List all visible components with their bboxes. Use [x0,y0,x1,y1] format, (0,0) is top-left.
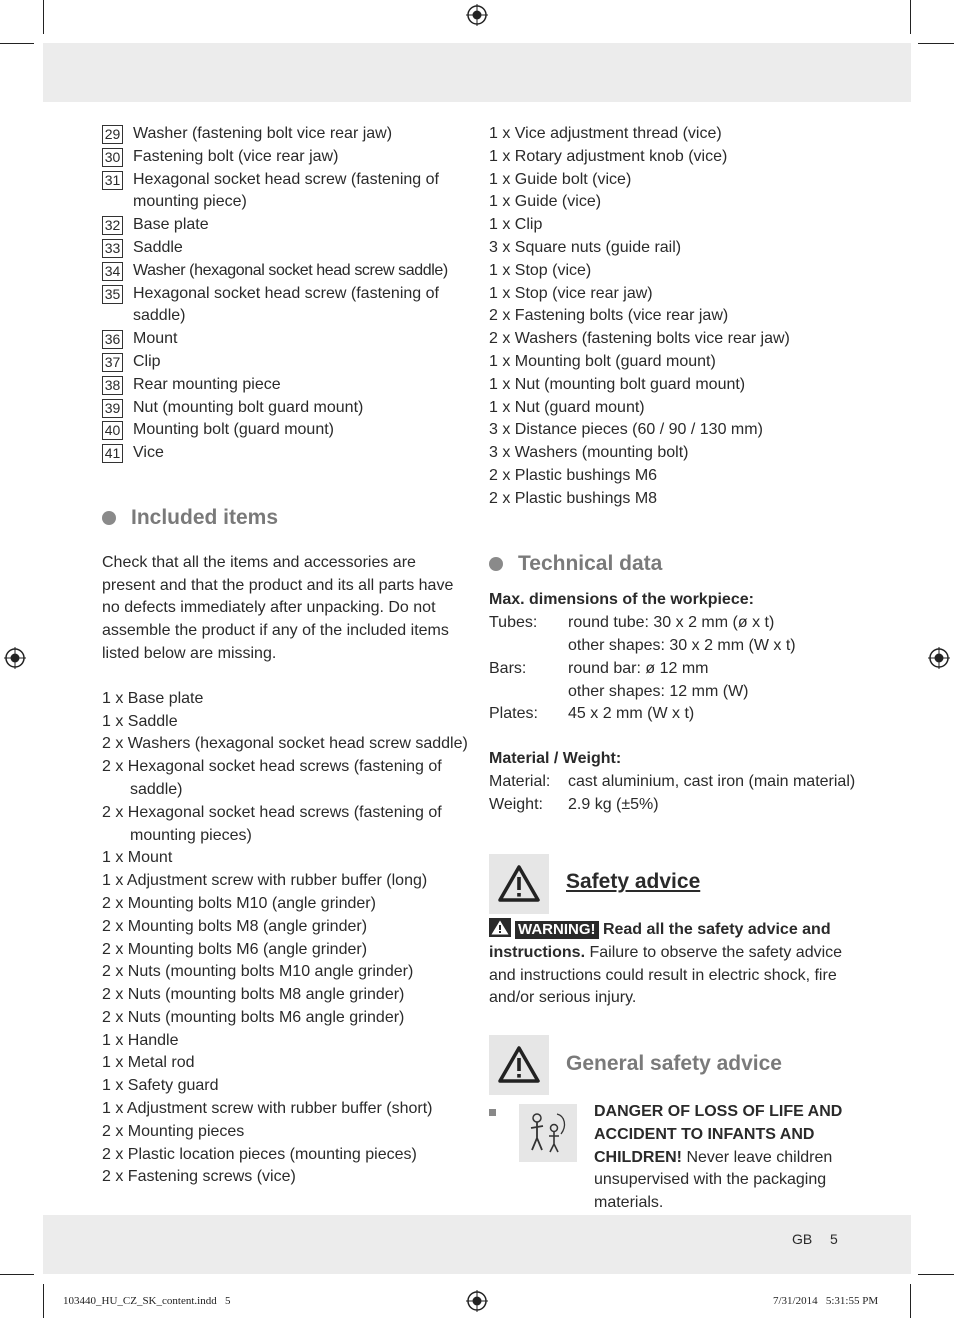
included-items-heading [102,507,467,530]
list-item: 1 x Nut (guard mount) [489,398,645,416]
registration-mark-icon [466,4,488,26]
parts-list-item [102,237,467,260]
max-dimensions-title: Max. dimensions of the workpiece: [489,591,754,609]
crop-mark [910,1284,911,1318]
parts-list-item [102,146,467,169]
tech-value: other shapes: 12 mm (W) [568,682,749,700]
list-item: 1 x Guide bolt (vice) [489,170,632,188]
list-item: 2 x Plastic bushings M6 [489,466,658,484]
tech-table [489,612,859,726]
footer-band [43,1215,911,1274]
tech-row [489,635,859,658]
list-item: 2 x Hexagonal socket head screws (fastening of mounting pieces) [102,803,442,844]
safety-icon-box [489,854,549,914]
warning-triangle-icon [489,854,549,914]
part-label: Clip [133,352,161,370]
part-number: 29 [102,125,123,144]
general-safety-heading: General safety advice [566,1052,782,1075]
part-number: 33 [102,239,123,258]
parts-list-item [102,442,467,465]
parts-list-item [102,260,467,283]
warning-paragraph [489,918,859,1010]
tech-label [489,635,568,658]
crop-mark [918,43,954,44]
parts-list-item [102,283,467,329]
part-label: Washer (fastening bolt vice rear jaw) [133,125,393,142]
header-band [43,43,911,102]
parts-list-item [102,214,467,237]
list-item: 2 x Nuts (mounting bolts M10 angle grinder) [102,963,414,981]
child-warning-icon-box [519,1104,577,1162]
parts-list-item [102,169,467,215]
list-item: 1 x Mount [102,849,173,867]
page-number: 5 [830,1231,838,1247]
list-item: 1 x Vice adjustment thread (vice) [489,125,722,142]
material-table [489,771,859,817]
material-weight-title: Material / Weight: [489,750,622,768]
crop-mark [43,1284,44,1318]
tech-row [489,794,859,817]
tech-value: round bar: ø 12 mm [568,659,709,677]
list-item: 2 x Mounting pieces [102,1122,245,1140]
part-number: 34 [102,262,123,281]
part-number: 30 [102,148,123,167]
part-label: Vice [133,444,164,462]
crop-mark [43,0,44,34]
parts-list-item [102,419,467,442]
part-label: Nut (mounting bolt guard mount) [133,398,364,416]
part-label: Washer (hexagonal socket head screw saddle) [133,261,448,279]
list-item: 1 x Metal rod [102,1054,195,1072]
part-number: 31 [102,171,123,190]
list-item: 2 x Mounting bolts M10 (angle grinder) [102,894,376,912]
list-item: 2 x Mounting bolts M8 (angle grinder) [102,917,368,935]
tech-row [489,612,859,635]
list-item: 3 x Washers (mounting bolt) [489,444,689,462]
section-bullet-icon [102,511,116,525]
tech-label [489,681,568,704]
list-item: 1 x Base plate [102,689,204,707]
part-number: 39 [102,399,123,418]
tech-value: cast aluminium, cast iron (main material) [568,772,856,790]
list-item: 1 x Adjustment screw with rubber buffer (long) [102,872,428,890]
left-column [102,123,467,1189]
registration-mark-icon [466,1290,488,1312]
list-item: 3 x Square nuts (guide rail) [489,238,682,256]
registration-mark-icon [928,647,950,669]
list-item: 1 x Stop (vice rear jaw) [489,284,653,302]
included-items-intro: Check that all the items and accessories are present and that the product and its all parts have no defects immediately after unpacking. Do not assemble the product if any of the included items listed below are missing. [102,553,454,662]
right-column [489,123,859,817]
warning-badge: WARNING! [515,921,599,939]
list-item: 1 x Rotary adjustment knob (vice) [489,147,728,165]
parts-list-item [102,328,467,351]
list-item: 1 x Clip [489,216,543,234]
tech-row [489,771,859,794]
tech-label: Weight: [489,795,543,813]
crop-mark [918,1274,954,1275]
list-item: 1 x Handle [102,1031,179,1049]
included-items-list-continued [489,123,859,511]
list-item: 2 x Washers (fastening bolts vice rear jaw) [489,330,790,348]
part-label: Saddle [133,238,183,256]
date-slug: 7/31/2014 5:31:55 PM [773,1295,879,1307]
tech-label: Tubes: [489,614,538,632]
safety-advice-heading: Safety advice [566,870,701,893]
list-bullet-icon [489,1109,496,1116]
crop-mark [910,0,911,34]
tech-row [489,703,859,726]
registration-mark-icon [4,647,26,669]
list-item: 1 x Saddle [102,712,178,730]
part-number: 38 [102,376,123,395]
file-slug: 103440_HU_CZ_SK_content.indd 5 [63,1295,231,1307]
list-item: 1 x Mounting bolt (guard mount) [489,352,716,370]
general-safety-icon-box [489,1035,549,1095]
list-item: 2 x Plastic bushings M8 [489,489,658,507]
part-label: Mount [133,330,178,348]
list-item: 1 x Guide (vice) [489,193,602,211]
parts-list-item [102,123,467,146]
part-number: 35 [102,285,123,304]
list-item: 2 x Nuts (mounting bolts M6 angle grinder) [102,1008,405,1026]
warning-bold-text: Read all the safety advice and instructions. [489,921,831,961]
parts-list [102,123,467,465]
tech-value: round tube: 30 x 2 mm (ø x t) [568,614,775,632]
part-label: Fastening bolt (vice rear jaw) [133,147,339,165]
tech-label: Bars: [489,659,527,677]
danger-text: Never leave children unsupervised with the packaging materials. [594,1148,833,1212]
list-item: 1 x Nut (mounting bolt guard mount) [489,375,746,393]
child-warning-icon [519,1104,577,1162]
included-items-list [102,688,467,1190]
parts-list-item [102,351,467,374]
part-number: 32 [102,216,123,235]
list-item: 1 x Adjustment screw with rubber buffer (short) [102,1100,433,1118]
part-label: Hexagonal socket head screw (fastening of saddle) [133,284,439,325]
section-title: Technical data [518,551,663,575]
part-number: 40 [102,421,123,440]
warning-small-icon [489,918,511,937]
list-item: 2 x Mounting bolts M6 (angle grinder) [102,940,368,958]
part-label: Base plate [133,216,209,234]
list-item: 1 x Safety guard [102,1077,219,1095]
part-number: 36 [102,330,123,349]
parts-list-item [102,374,467,397]
list-item: 2 x Fastening screws (vice) [102,1168,296,1186]
part-label: Mounting bolt (guard mount) [133,421,334,439]
list-item: 2 x Washers (hexagonal socket head screw saddle) [102,735,468,753]
danger-bold-text: DANGER OF LOSS OF LIFE AND ACCIDENT TO INFANTS AND CHILDREN! [594,1103,843,1166]
part-label: Rear mounting piece [133,375,281,393]
warning-text: Failure to observe the safety advice and instructions could result in electric shock, fire and/or serious injury. [489,943,843,1007]
part-number: 41 [102,444,123,463]
section-bullet-icon [489,557,503,571]
parts-list-item [102,397,467,420]
tech-row [489,681,859,704]
list-item: 2 x Hexagonal socket head screws (fastening of saddle) [102,758,442,798]
technical-data-heading [489,553,859,576]
list-item: 2 x Fastening bolts (vice rear jaw) [489,307,729,325]
list-item: 2 x Nuts (mounting bolts M8 angle grinder) [102,986,405,1004]
part-label: Hexagonal socket head screw (fastening of mounting piece) [133,170,439,211]
danger-paragraph [594,1101,859,1215]
tech-label: Plates: [489,705,538,723]
section-title: Included items [131,505,279,529]
tech-label: Material: [489,772,551,790]
tech-row [489,658,859,681]
tech-value: 45 x 2 mm (W x t) [568,705,695,723]
tech-value: other shapes: 30 x 2 mm (W x t) [568,636,796,654]
warning-triangle-icon [489,1035,549,1095]
language-code: GB [792,1231,813,1247]
part-number: 37 [102,353,123,372]
list-item: 1 x Stop (vice) [489,261,592,279]
list-item: 3 x Distance pieces (60 / 90 / 130 mm) [489,421,763,439]
crop-mark [0,1274,34,1275]
list-item: 2 x Plastic location pieces (mounting pieces) [102,1145,417,1163]
tech-value: 2.9 kg (±5%) [568,795,659,813]
crop-mark [0,43,34,44]
